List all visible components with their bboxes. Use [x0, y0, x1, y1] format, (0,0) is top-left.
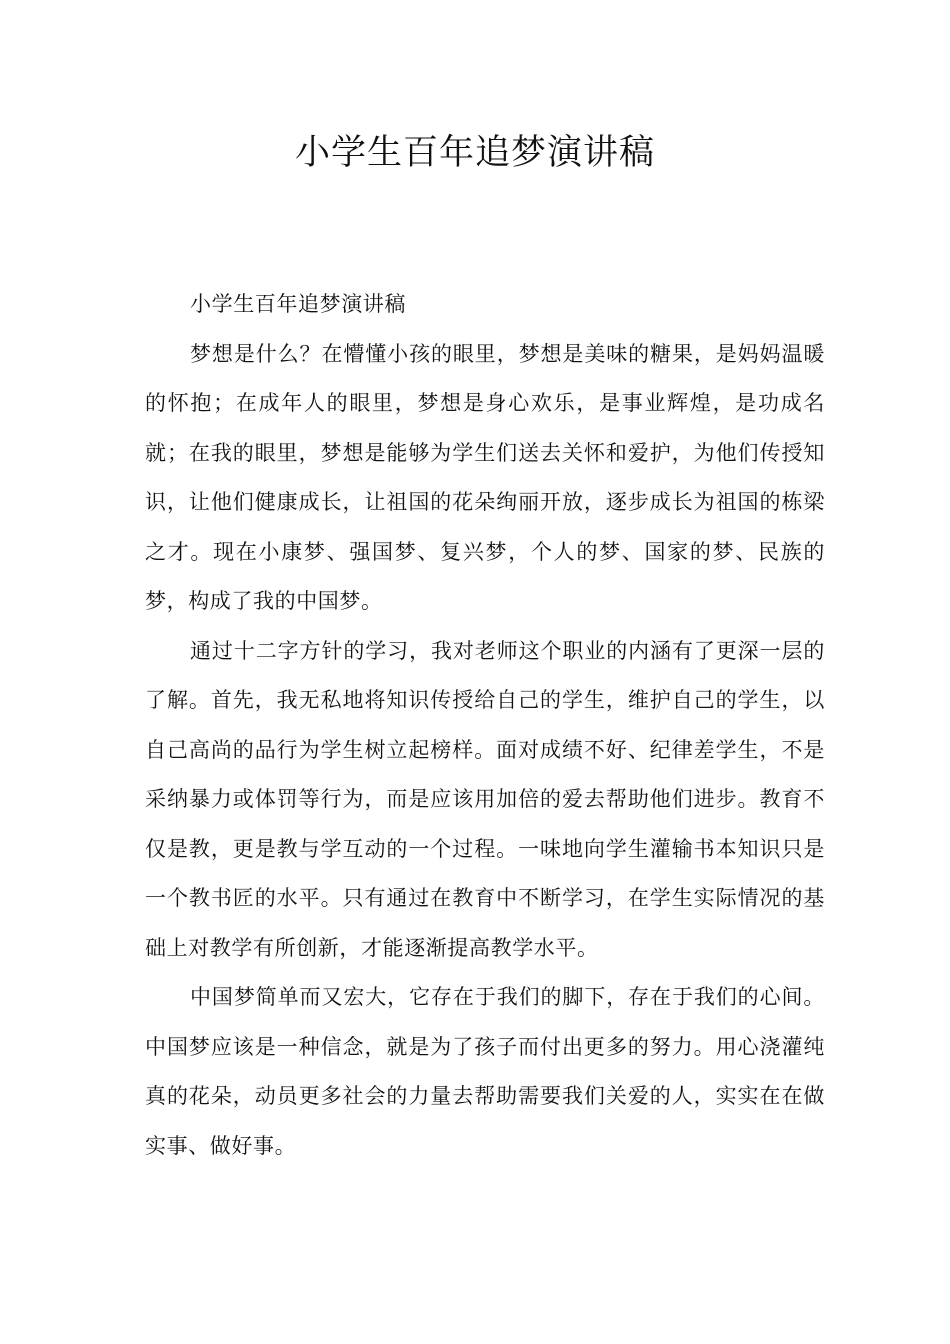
body-paragraph: 通过十二字方针的学习，我对老师这个职业的内涵有了更深一层的了解。首先，我无私地将知识传授给自己的学生，维护自己的学生，以自己高尚的品行为学生树立起榜样。面对成绩不好、纪律差学生，不是采纳暴力或体罚等行为，而是应该用加倍的爱去帮助他们进步。教育不仅是教，更是教与学互动的一个过程。一味地向学生灌输书本知识只是一个教书匠的水平。只有通过在教育中不断学习，在学生实际情况的基础上对教学有所创新，才能逐渐提高教学水平。	[145, 638, 825, 960]
document-title: 小学生百年追梦演讲稿	[294, 133, 655, 173]
document-body	[145, 280, 825, 1171]
body-paragraph-subtitle: 小学生百年追梦演讲稿	[190, 292, 406, 316]
body-paragraph: 中国梦简单而又宏大，它存在于我们的脚下，存在于我们的心间。中国梦应该是一种信念，就是为了孩子而付出更多的努力。用心浇灌纯真的花朵，动员更多社会的力量去帮助需要我们关爱的人，实实在在做实事、做好事。	[145, 985, 825, 1158]
body-paragraph: 梦想是什么？在懵懂小孩的眼里，梦想是美味的糖果，是妈妈温暖的怀抱；在成年人的眼里，梦想是身心欢乐，是事业辉煌，是功成名就；在我的眼里，梦想是能够为学生们送去关怀和爱护，为他们传授知识，让他们健康成长，让祖国的花朵绚丽开放，逐步成长为祖国的栋梁之才。现在小康梦、强国梦、复兴梦，个人的梦、国家的梦、民族的梦，构成了我的中国梦。	[145, 341, 825, 613]
